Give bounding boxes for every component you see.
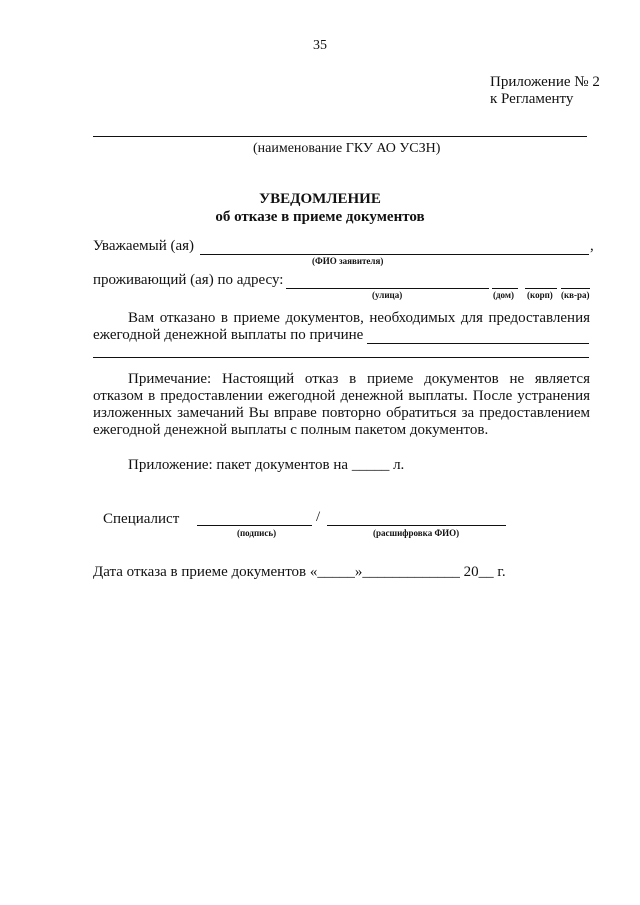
specialist-label: Специалист (103, 511, 180, 527)
note-line-4: ежегодной денежной выплаты с полным пакетом документов. (93, 422, 489, 438)
refusal-reason-line-2 (93, 357, 589, 358)
note-line-1: Примечание: Настоящий отказ в приеме документов не является (128, 371, 590, 387)
house-line (492, 288, 518, 289)
name-transcript-caption: (расшифровка ФИО) (373, 528, 460, 538)
signature-line (197, 525, 312, 526)
apartment-line (561, 288, 590, 289)
appendix-title: Приложение № 2 (490, 74, 600, 90)
residence-label: проживающий (ая) по адресу: (93, 272, 284, 288)
applicant-name-caption: (ФИО заявителя) (312, 256, 384, 266)
addressee-comma: , (590, 238, 594, 254)
document-title: УВЕДОМЛЕНИЕ (259, 191, 381, 207)
appendix-subtitle: к Регламенту (490, 91, 574, 107)
apartment-caption: (кв-ра) (561, 290, 590, 300)
signature-slash: / (316, 509, 321, 525)
organization-name-line (93, 136, 587, 137)
note-line-3: изложенных замечаний Вы вправе повторно обратиться за предоставлением (93, 405, 590, 421)
note-line-2: отказом в предоставлении ежегодной денежной выплаты. После устранения (93, 388, 590, 404)
addressee-label: Уважаемый (ая) (93, 238, 195, 254)
refusal-reason-line (367, 343, 589, 344)
applicant-name-line (200, 254, 589, 255)
building-line (525, 288, 557, 289)
document-subtitle: об отказе в приеме документов (215, 209, 425, 225)
house-caption: (дом) (493, 290, 515, 300)
attachment-suffix: л. (393, 457, 405, 473)
street-line (286, 288, 489, 289)
building-caption: (корп) (527, 290, 553, 300)
street-caption: (улица) (372, 290, 403, 300)
signature-caption: (подпись) (237, 528, 277, 538)
refusal-date: Дата отказа в приеме документов «_____»_____________ 20__ г. (93, 564, 506, 580)
page-number: 35 (313, 38, 327, 53)
attachment-text: Приложение: пакет документов на (128, 457, 349, 473)
name-transcript-line (327, 525, 506, 526)
refusal-text-line-2: ежегодной денежной выплаты по причине (93, 327, 364, 343)
attachment-pages-blank: _____ (351, 457, 390, 473)
organization-caption: (наименование ГКУ АО УСЗН) (253, 141, 441, 156)
refusal-text-line-1: Вам отказано в приеме документов, необходимых для предоставления (128, 310, 590, 326)
